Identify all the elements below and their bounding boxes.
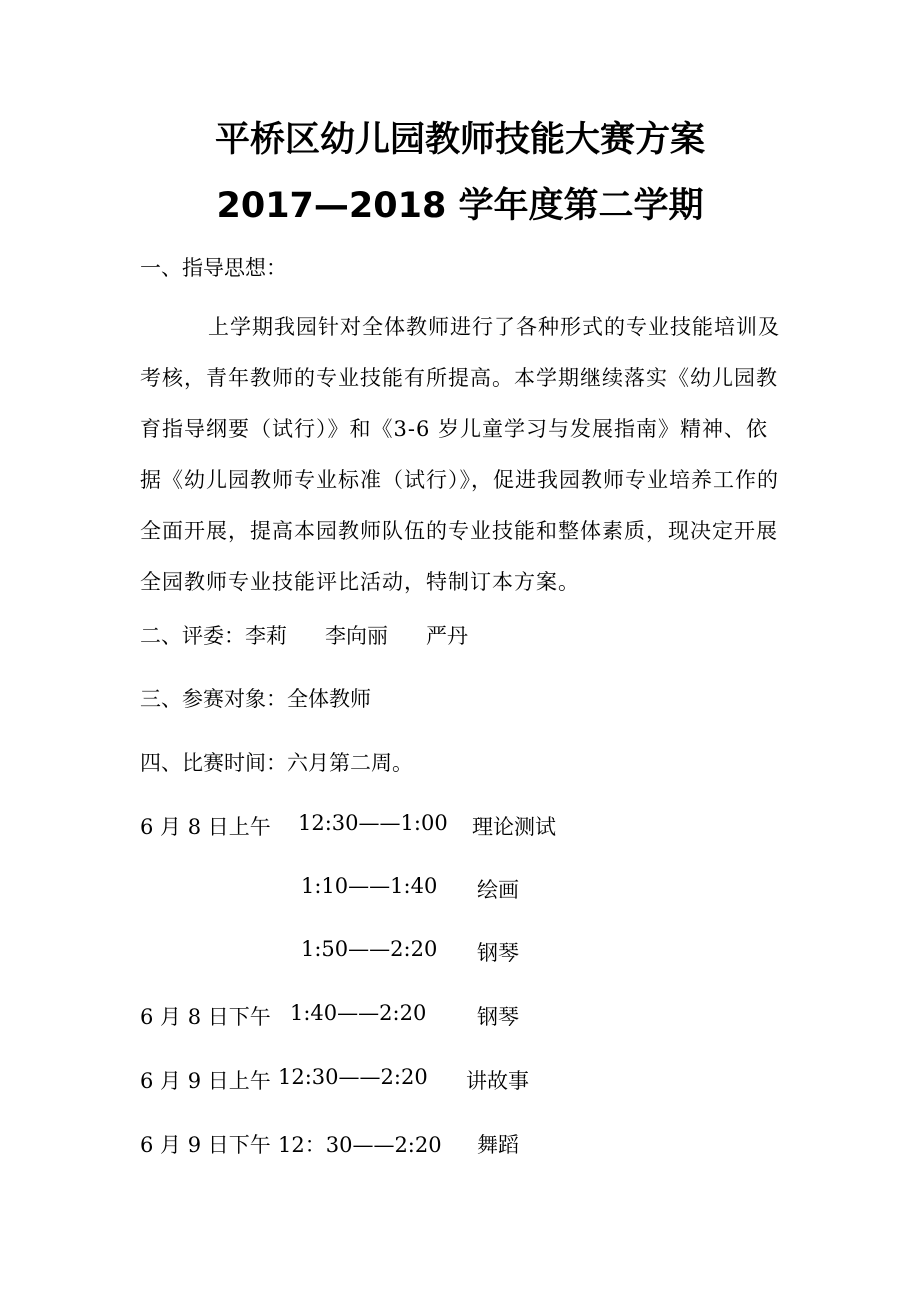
section-competition-time: 四、比赛时间：六月第二周。 <box>140 751 413 775</box>
section-participants: 三、参赛对象：全体教师 <box>140 687 371 711</box>
schedule-day: 6 月 8 日下午 <box>140 1005 271 1029</box>
schedule-day: 6 月 9 日上午 <box>140 1069 271 1093</box>
schedule-event: 绘画 <box>477 878 519 902</box>
schedule-time: 1:40——2:20 <box>290 1001 427 1025</box>
schedule-event: 钢琴 <box>477 941 519 965</box>
section-heading-guiding-thought: 一、指导思想： <box>140 256 287 280</box>
judge-name: 严丹 <box>426 624 468 648</box>
schedule-day: 6 月 9 日下午 <box>140 1133 271 1157</box>
schedule-time: 1:10——1:40 <box>301 874 438 898</box>
schedule-event: 舞蹈 <box>477 1133 519 1157</box>
schedule-day: 6 月 8 日上午 <box>140 815 271 839</box>
judges-label: 二、评委： <box>140 624 245 648</box>
paragraph-text: 上学期我园针对全体教师进行了各种形式的专业技能培训及考核，青年教师的专业技能有所提高。本学期继续落实《幼儿园教育指导纲要（试行）》和《3-6 岁儿童学习与发展指南》精神、依据《幼儿园教师专业标准（试行）》，促进我园教师专业培养工作的全面开展，提高本园教师队伍的专业技能和整体素质，现决定开展全园教师专业技能评比活动，特制订本方案。 <box>140 315 780 594</box>
guiding-thought-paragraph <box>140 302 785 608</box>
schedule-event: 理论测试 <box>472 815 556 839</box>
schedule-event: 钢琴 <box>477 1005 519 1029</box>
schedule-event: 讲故事 <box>466 1069 529 1093</box>
schedule-time: 12：30——2:20 <box>278 1133 442 1157</box>
document-title: 平桥区幼儿园教师技能大赛方案 <box>214 120 705 160</box>
judge-name: 李莉 <box>245 624 287 648</box>
schedule-time: 12:30——1:00 <box>298 811 448 835</box>
document-subtitle: 2017—2018 学年度第二学期 <box>216 186 704 226</box>
schedule-time: 12:30——2:20 <box>278 1065 428 1089</box>
section-judges <box>140 620 468 650</box>
schedule-time: 1:50——2:20 <box>301 937 438 961</box>
judge-name: 李向丽 <box>325 624 388 648</box>
